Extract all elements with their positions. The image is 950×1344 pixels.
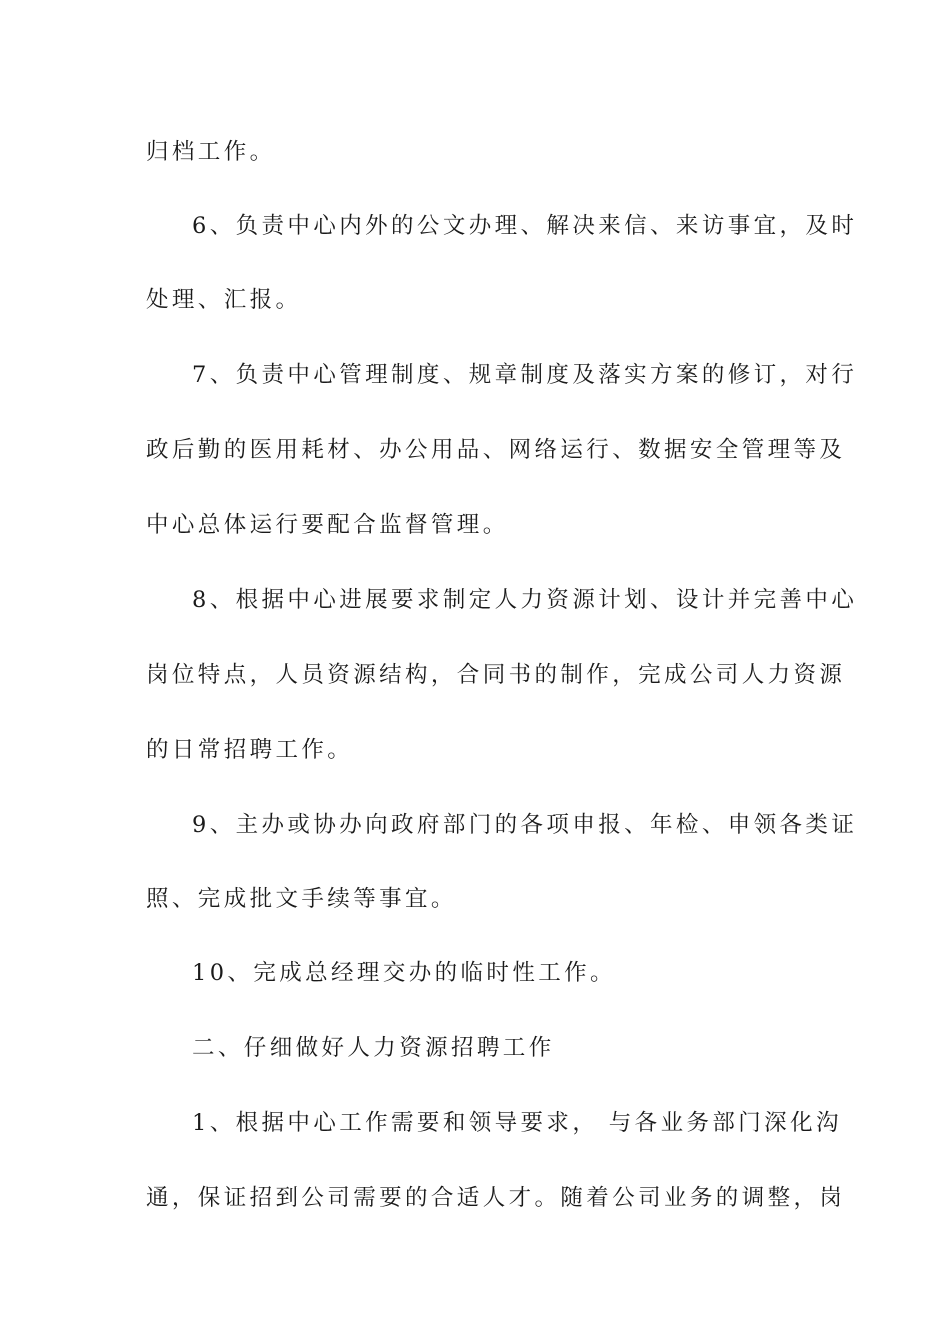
paragraph-7-line-1: 7、负责中心管理制度、规章制度及落实方案的修订，对行 <box>192 362 858 388</box>
paragraph-9-line-1: 9、主办或协办向政府部门的各项申报、年检、申领各类证 <box>192 812 858 838</box>
section-heading: 二、仔细做好人力资源招聘工作 <box>192 1035 555 1061</box>
text-line: 归档工作。 <box>146 139 276 165</box>
section-item-1-line-2: 通，保证招到公司需要的合适人才。随着公司业务的调整，岗 <box>146 1185 846 1211</box>
paragraph-8-line-1: 8、根据中心进展要求制定人力资源计划、设计并完善中心 <box>192 587 858 613</box>
paragraph-8-line-2: 岗位特点，人员资源结构，合同书的制作，完成公司人力资源 <box>146 662 846 688</box>
paragraph-6-line-2: 处理、汇报。 <box>146 287 302 313</box>
paragraph-7-line-3: 中心总体运行要配合监督管理。 <box>146 512 509 538</box>
paragraph-7-line-2: 政后勤的医用耗材、办公用品、网络运行、数据安全管理等及 <box>146 437 846 463</box>
section-item-1-line-1: 1、根据中心工作需要和领导要求， 与各业务部门深化沟 <box>192 1110 842 1136</box>
paragraph-10-line-1: 10、完成总经理交办的临时性工作。 <box>192 960 616 986</box>
paragraph-6-line-1: 6、负责中心内外的公文办理、解决来信、来访事宜，及时 <box>192 213 858 239</box>
paragraph-9-line-2: 照、完成批文手续等事宜。 <box>146 886 457 912</box>
paragraph-8-line-3: 的日常招聘工作。 <box>146 737 354 763</box>
